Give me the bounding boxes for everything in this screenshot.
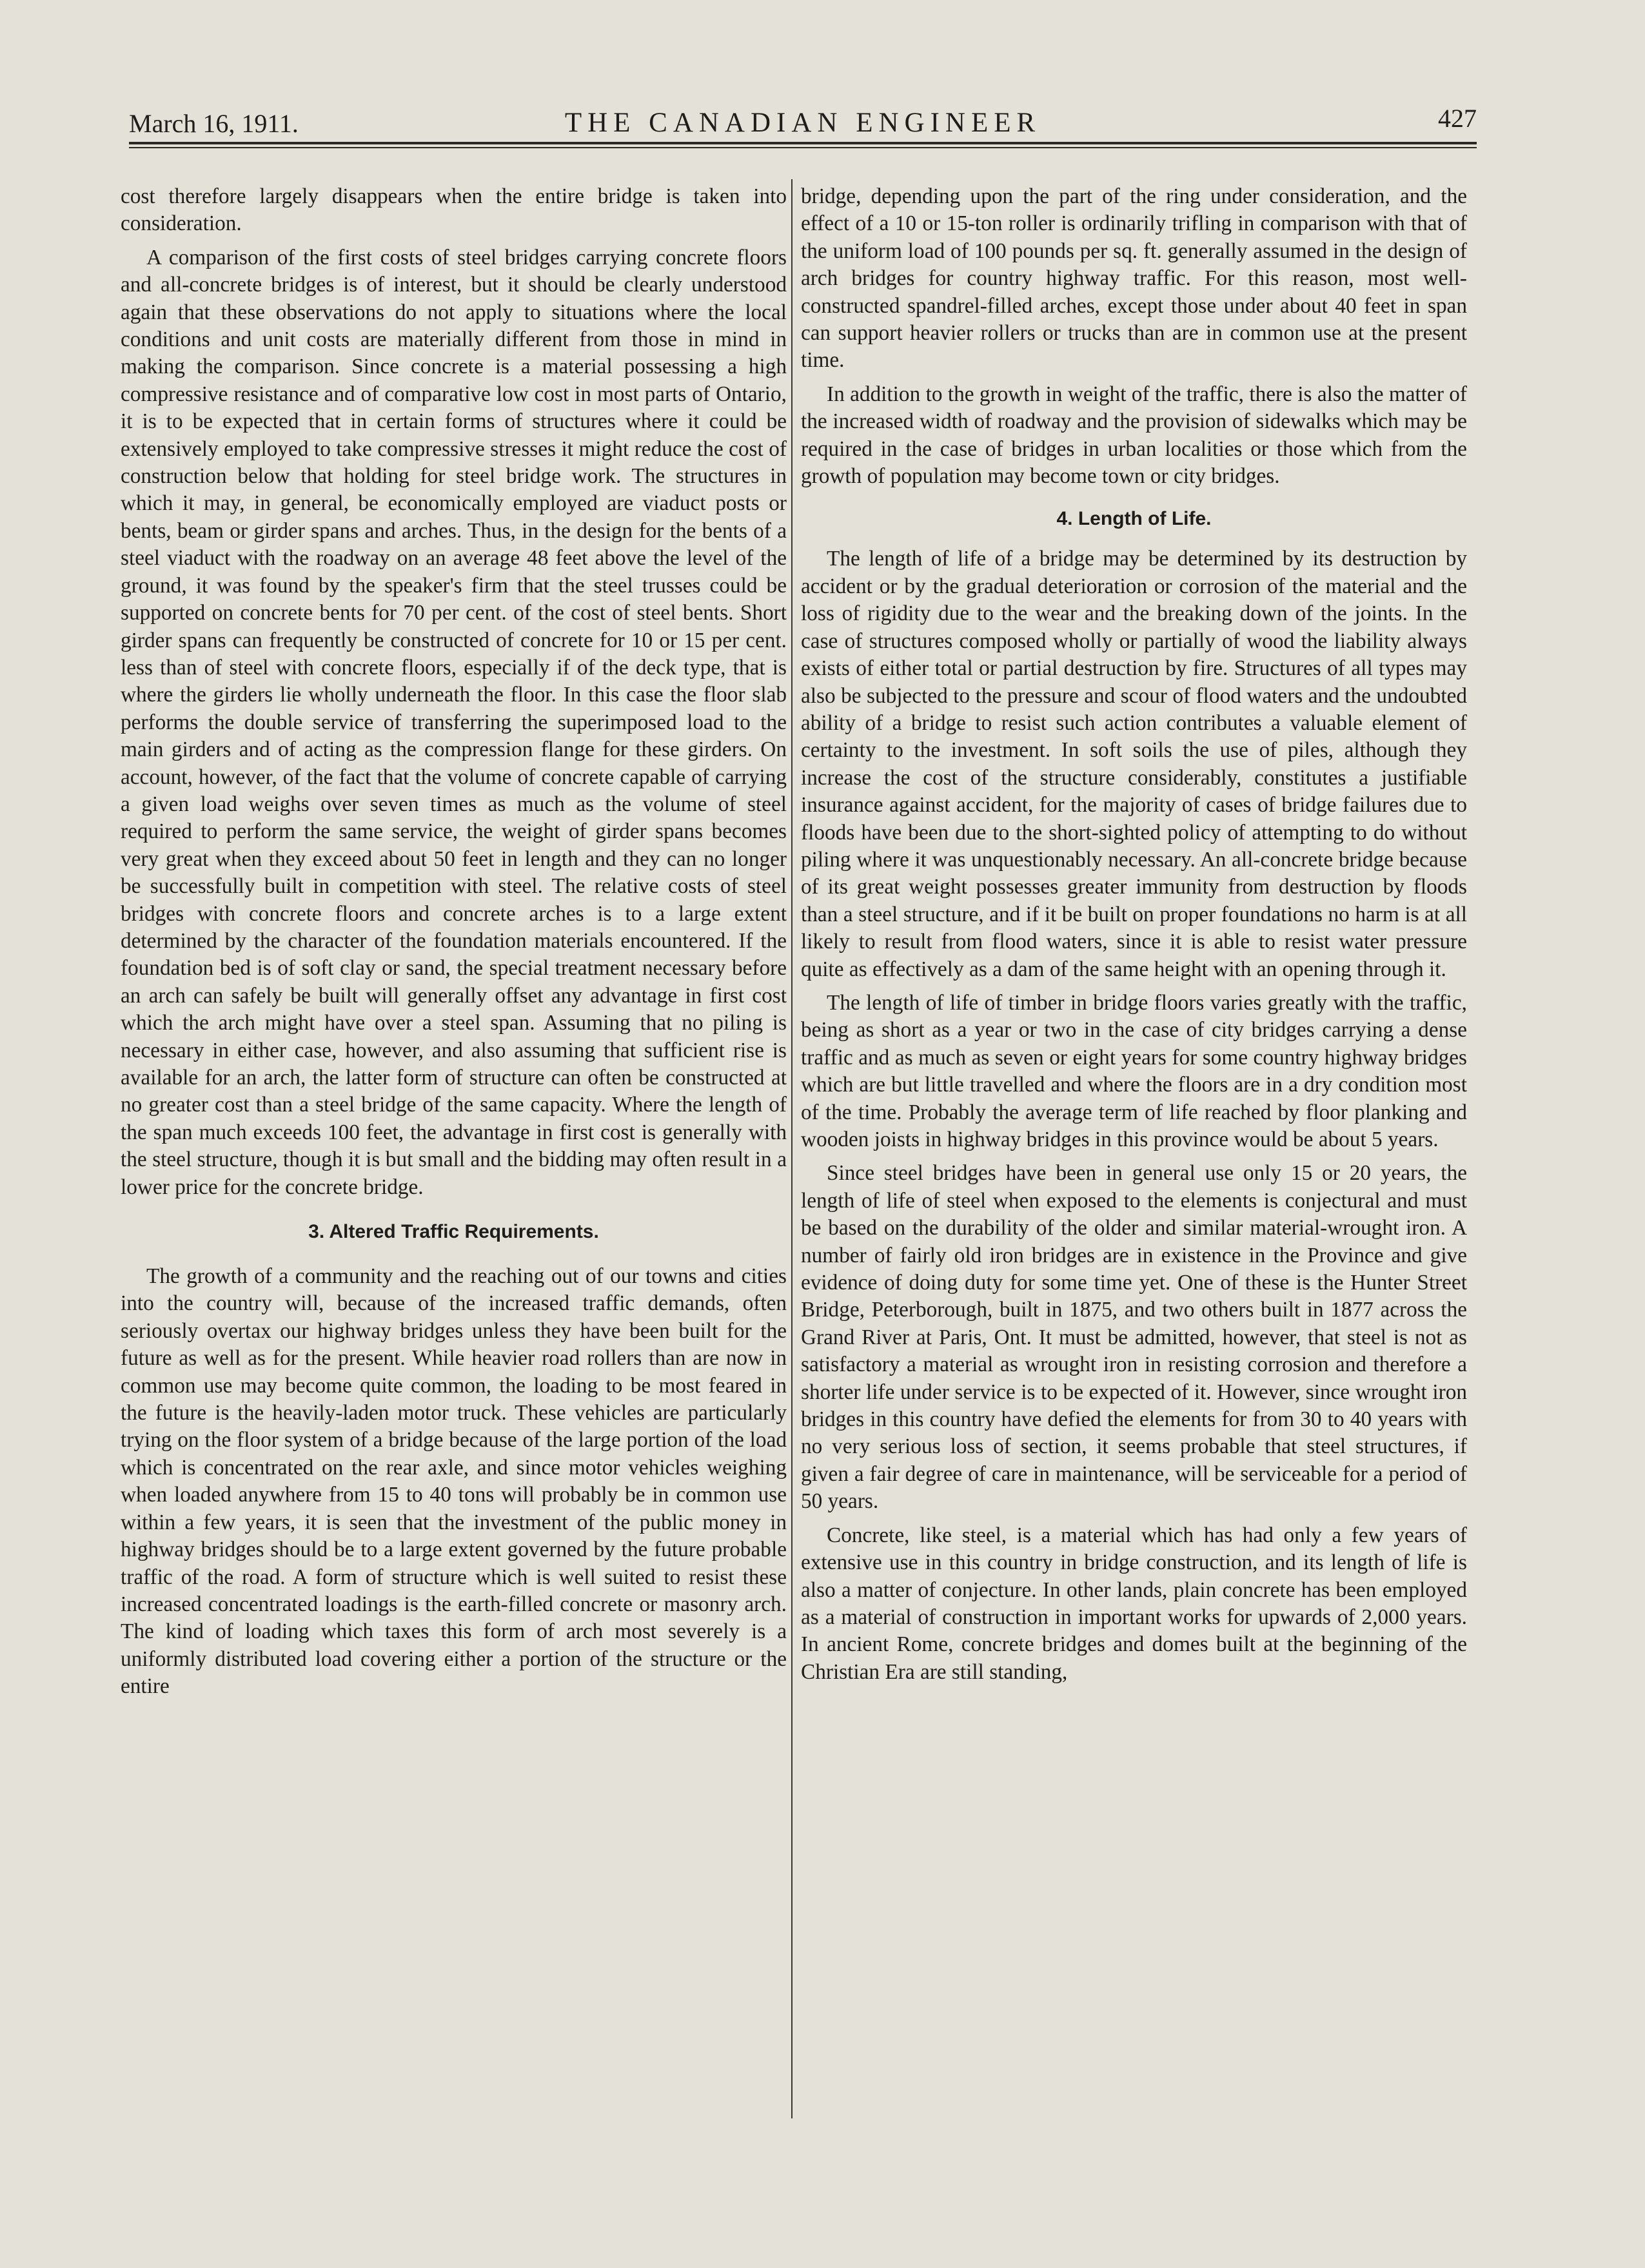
section-heading: 4. Length of Life. [1056, 508, 1212, 530]
issue-date: March 16, 1911. [129, 109, 299, 138]
left-column [121, 183, 787, 1701]
header-rule-thin [129, 147, 1477, 148]
paragraph: The length of life of timber in bridge floors varies greatly with the traffic, being as short as a year or two in the case of city bridges carrying a dense traffic and as much as seven or eight years for some country highway bridges which are but little travelled and where the floors are in a dry condition most of the time. Probably the average term of life reached by floor planking and wooden joists in highway bridges in this province would be about 5 years. [801, 990, 1467, 1151]
page-number: 427 [1438, 104, 1477, 133]
header-rule [129, 142, 1477, 144]
paragraph: Since steel bridges have been in general use only 15 or 20 years, the length of life of steel when exposed to the elements is conjectural and must be based on the durability of the older and similar material-wrought iron. A number of fairly old iron bridges are in existence in the Province and give evidence of doing duty for some time yet. One of these is the Hunter Street Bridge, Peterborough, built in 1875, and two others built in 1877 across the Grand River at Paris, Ont. It must be admitted, however, that steel is not as satisfactory a material as wrought iron in resisting corrosion and therefore a shorter life under service is to be expected of it. However, since wrought iron bridges in this country have defied the elements for from 30 to 40 years with no very serious loss of section, it seems probable that steel structures, if given a fair degree of care in maintenance, will be serviceable for a period of 50 years. [801, 1161, 1467, 1514]
paragraph: A comparison of the first costs of steel bridges carrying concrete floors and all-concrete bridges is of interest, but it should be clearly understood again that these observations do not apply to situations where the local conditions and unit costs are materially different from those in mind in making the comparison. Since concrete is a material possessing a high compressive resistance and of comparative low cost in most parts of Ontario, it is to be expected that in certain forms of structures where it could be extensively employed to take compressive stresses it might reduce the cost of construction below that holding for steel bridge work. The structures in which it may, in general, be economically employed are viaduct posts or bents, beam or girder spans and arches. Thus, in the design for the bents of a steel viaduct with the roadway on an average 48 feet above the level of the ground, it was found by the speaker's firm that the steel trusses could be supported on concrete bents for 70 per cent. of the cost of steel bents. Short girder spans can frequently be constructed of concrete for 10 or 15 per cent. less than of steel with concrete floors, especially if of the deck type, that is where the girders lie wholly underneath the floor. In this case the floor slab performs the double service of transferring the superimposed load to the main girders and of acting as the compression flange for these girders. On account, however, of the fact that the volume of concrete capable of carrying a given load weighs over seven times as much as the volume of steel required to perform the same service, the weight of girder spans becomes very great when they exceed about 50 feet in length and they can no longer be successfully built in competition with steel. The relative costs of steel bridges with concrete floors and concrete arches is to a large extent determined by the character of the foundation materials encountered. If the foundation bed is of soft clay or sand, the special treatment necessary before an arch can safely be built will generally offset any advantage in first cost which the arch might have over a steel span. Assuming that no piling is necessary in either case, however, and also assuming that sufficient rise is available for an arch, the latter form of structure can often be constructed at no greater cost than a steel bridge of the same capacity. Where the length of the span much exceeds 100 feet, the advantage in first cost is generally with the steel structure, though it is but small and the bidding may often result in a lower price for the concrete bridge. [121, 245, 787, 1199]
paragraph: The growth of a community and the reaching out of our towns and cities into the country will, because of the increased traffic demands, often seriously overtax our highway bridges unless they have been built for the future as well as for the present. While heavier road rollers than are now in common use may become quite common, the loading to be most feared in the future is the heavily-laden motor truck. These vehicles are particularly trying on the floor system of a bridge because of the large portion of the load which is concentrated on the rear axle, and since motor vehicles weighing when loaded anywhere from 15 to 40 tons will probably be in common use within a few years, it is seen that the investment of the public money in highway bridges should be to a large extent governed by the future probable traffic of the road. A form of structure which is well suited to resist these increased concentrated loadings is the earth-filled concrete or masonry arch. The kind of loading which taxes this form of arch most severely is a uniformly distributed load covering either a portion of the structure or the entire [121, 1264, 787, 1699]
column-divider [791, 179, 793, 2118]
paragraph: In addition to the growth in weight of the traffic, there is also the matter of the increased width of roadway and the provision of sidewalks which may be required in the case of bridges in urban localities or those which from the growth of population may become town or city bridges. [801, 382, 1467, 489]
paragraph: Concrete, like steel, is a material which has had only a few years of extensive use in this country in bridge construction, and its length of life is also a matter of conjecture. In other lands, plain concrete has been employed as a material of construction in important works for upwards of 2,000 years. In ancient Rome, concrete bridges and domes built at the beginning of the Christian Era are still standing, [801, 1523, 1467, 1684]
paragraph: The length of life of a bridge may be determined by its destruction by accident or by the gradual deterioration or corrosion of the material and the loss of rigidity due to the wear and the breaking down of the joints. In the case of structures composed wholly or partially of wood the liability always exists of either total or partial destruction by fire. Structures of all types may also be subjected to the pressure and scour of flood waters and the undoubted ability of a bridge to resist such action contributes a valuable element of certainty to the investment. In soft soils the use of piles, although they increase the cost of the structure considerably, constitutes a justifiable insurance against accident, for the majority of cases of bridge failures due to floods have been due to the short-sighted policy of attempting to do without piling where it was unquestionably necessary. An all-concrete bridge because of its great weight possesses greater immunity from destruction by floods than a steel structure, and if it be built on proper foundations no harm is at all likely to result from flood waters, since it is able to resist water pressure quite as effectively as a dam of the same height with an opening through it. [801, 547, 1467, 981]
section-heading: 3. Altered Traffic Requirements. [308, 1221, 599, 1243]
paragraph: cost therefore largely disappears when the entire bridge is taken into consideration. [121, 184, 787, 236]
paragraph: bridge, depending upon the part of the ring under consideration, and the effect of a 10 or 15-ton roller is ordinarily trifling in comparison with that of the uniform load of 100 pounds per sq. ft. generally assumed in the design of arch bridges for country highway traffic. For this reason, most well-constructed spandrel-filled arches, except those under about 40 feet in span can support heavier rollers or trucks than are in common use at the present time. [801, 184, 1467, 373]
journal-title: THE CANADIAN ENGINEER [564, 108, 1041, 138]
right-column [801, 183, 1467, 1686]
